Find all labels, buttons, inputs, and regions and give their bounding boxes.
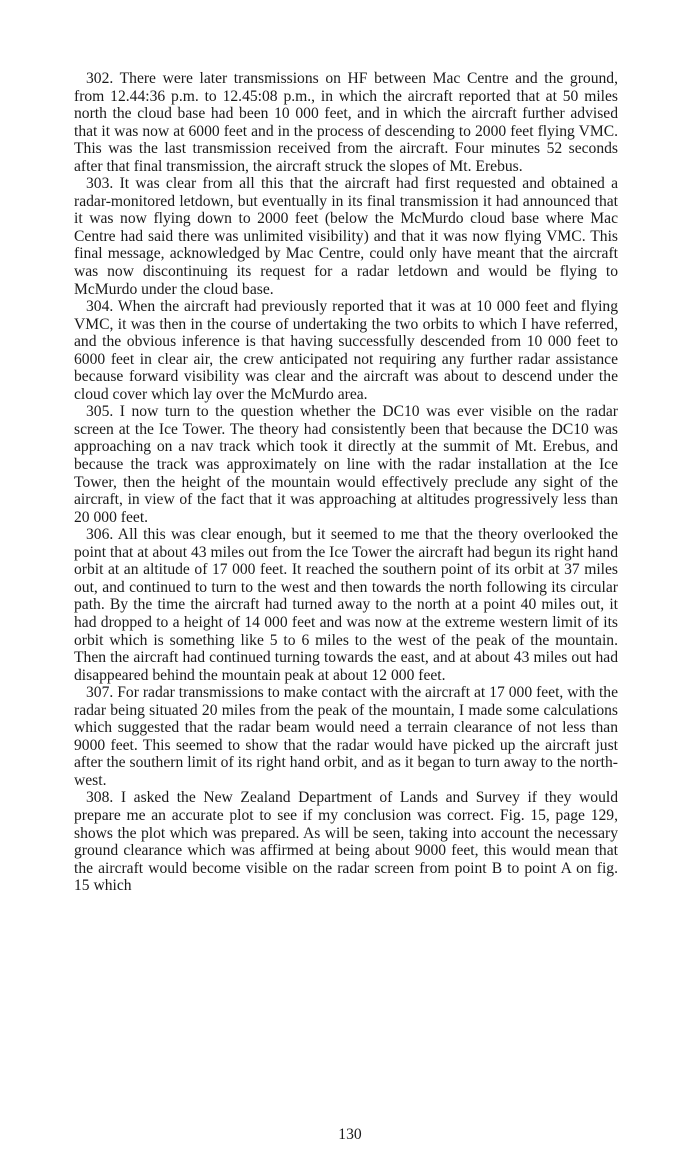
paragraph-307: 307. For radar transmissions to make contact with the aircraft at 17 000 feet, with the radar being situated 20 miles from the peak of the mountain, I made some calculations which suggested that the radar beam would need a terrain clearance of not less than 9000 feet. This seemed to show that the radar would have picked up the aircraft just after the southern limit of its right hand orbit, and as it began to turn away to the north-west. xyxy=(74,684,618,789)
body-text xyxy=(74,70,618,895)
page-number: 130 xyxy=(338,1126,362,1143)
paragraph-303: 303. It was clear from all this that the aircraft had first requested and obtained a radar-monitored letdown, but eventually in its final transmission it had announced that it was now flying down to 2000 feet (below the McMurdo cloud base where Mac Centre had said there was unlimited visibility) and that it was now flying VMC. This final message, acknowledged by Mac Centre, could only have meant that the aircraft was now discontinuing its request for a radar letdown and would be flying to McMurdo under the cloud base. xyxy=(74,175,618,298)
paragraph-302: 302. There were later transmissions on HF between Mac Centre and the ground, from 12.44:36 p.m. to 12.45:08 p.m., in which the aircraft reported that at 50 miles north the cloud base had been 10 000 feet, and in which the aircraft further advised that it was now at 6000 feet and in the process of descending to 2000 feet flying VMC. This was the last transmission received from the aircraft. Four minutes 52 seconds after that final transmission, the aircraft struck the slopes of Mt. Erebus. xyxy=(74,70,618,175)
paragraph-306: 306. All this was clear enough, but it seemed to me that the theory overlooked the point that at about 43 miles out from the Ice Tower the aircraft had begun its right hand orbit at an altitude of 17 000 feet. It reached the southern point of its orbit at 37 miles out, and continued to turn to the west and then towards the north following its circular path. By the time the aircraft had turned away to the north at a point 40 miles out, it had dropped to a height of 14 000 feet and was now at the extreme western limit of its orbit which is something like 5 to 6 miles to the west of the peak of the mountain. Then the aircraft had continued turning towards the east, and at about 43 miles out had disappeared behind the mountain peak at about 12 000 feet. xyxy=(74,526,618,684)
paragraph-304: 304. When the aircraft had previously reported that it was at 10 000 feet and flying VMC, it was then in the course of undertaking the two orbits to which I have referred, and the obvious inference is that having successfully descended from 10 000 feet to 6000 feet in clear air, the crew anticipated not requiring any further radar assistance because forward visibility was clear and the aircraft was about to descend under the cloud cover which lay over the McMurdo area. xyxy=(74,298,618,403)
paragraph-308: 308. I asked the New Zealand Department of Lands and Survey if they would prepare me an accurate plot to see if my conclusion was correct. Fig. 15, page 129, shows the plot which was prepared. As will be seen, taking into account the necessary ground clearance which was affirmed at being about 9000 feet, this would mean that the aircraft would become visible on the radar screen from point B to point A on fig. 15 which xyxy=(74,789,618,895)
paragraph-305: 305. I now turn to the question whether the DC10 was ever visible on the radar screen at the Ice Tower. The theory had consistently been that because the DC10 was approaching on a nav track which took it directly at the summit of Mt. Erebus, and because the track was approximately on line with the radar installation at the Ice Tower, then the height of the mountain would effectively preclude any sight of the aircraft, in view of the fact that it was approaching at altitudes progressively less than 20 000 feet. xyxy=(74,403,618,526)
